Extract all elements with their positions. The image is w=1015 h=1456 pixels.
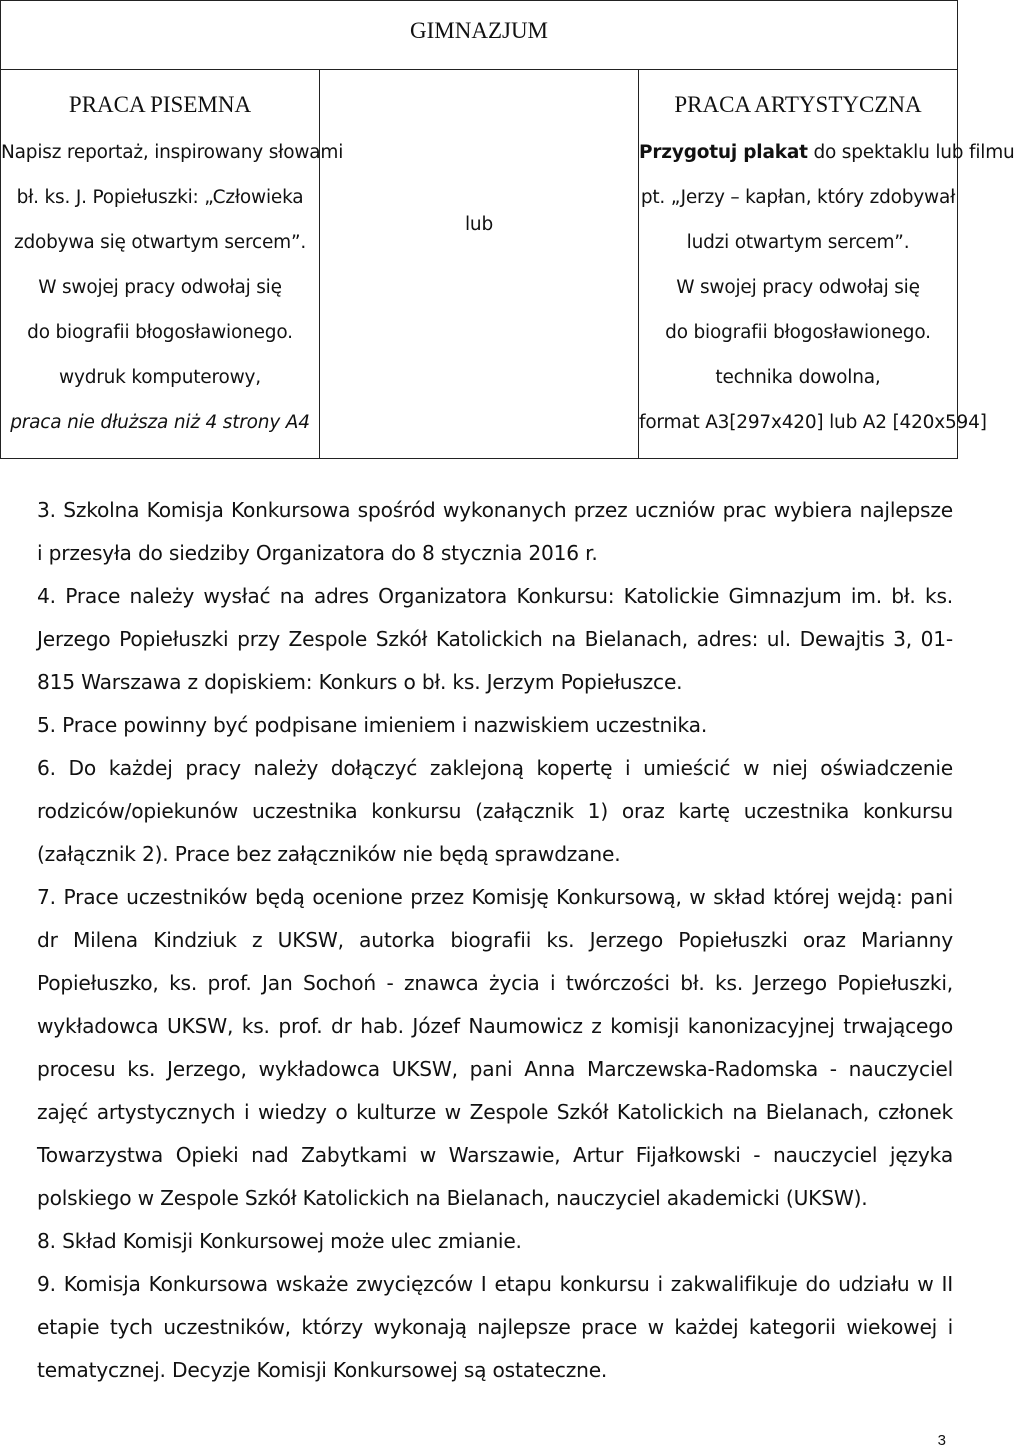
art-line-1-bold: Przygotuj plakat xyxy=(639,142,808,163)
rule-5: 5. Prace powinny być podpisane imieniem i nazwiskiem uczestnika. xyxy=(37,713,708,737)
art-line-5: do biografii błogosławionego. xyxy=(665,322,931,343)
art-line-3: ludzi otwartym sercem”. xyxy=(686,232,910,253)
written-line-2: bł. ks. J. Popiełuszki: „Człowieka xyxy=(16,187,304,208)
art-line-2: pt. „Jerzy – kapłan, który zdobywał xyxy=(640,187,956,208)
competition-table xyxy=(0,0,1015,459)
written-line-4: W swojej pracy odwołaj się xyxy=(38,277,282,298)
written-work-cell xyxy=(1,70,344,459)
page-number: 3 xyxy=(937,1432,946,1449)
written-work-heading: PRACA PISEMNA xyxy=(68,92,252,117)
written-line-7: praca nie dłuższa niż 4 strony A4 xyxy=(10,412,310,433)
art-line-7: format A3[297x420] lub A2 [420x594] xyxy=(639,412,987,433)
written-line-3: zdobywa się otwartym sercem”. xyxy=(13,232,307,253)
rule-3: 3. Szkolna Komisja Konkursowa spośród wykonanych przez uczniów prac wybiera najlepsze i przesyła do siedziby Organizatora do 8 stycznia 2016 r. xyxy=(37,498,953,565)
art-line-1 xyxy=(639,130,1015,175)
written-line-6: wydruk komputerowy, xyxy=(59,367,261,388)
art-line-4: W swojej pracy odwołaj się xyxy=(676,277,920,298)
art-line-6: technika dowolna, xyxy=(715,367,881,388)
rule-9: 9. Komisja Konkursowa wskaże zwycięzców I etapu konkursu i zakwalifikuje do udziału w II etapie tych uczestników, którzy wykonają najlepsze prace w każdej kategorii wiekowej i tematycznej. Decyzje Komisji Konkursowej są ostateczne. xyxy=(37,1272,953,1382)
table-title: GIMNAZJUM xyxy=(410,18,548,43)
written-line-1: Napisz reportaż, inspirowany słowami xyxy=(1,142,344,163)
rule-8: 8. Skład Komisji Konkursowej może ulec zmianie. xyxy=(37,1229,522,1253)
art-work-cell xyxy=(639,70,1015,459)
rules-section xyxy=(37,489,953,1392)
table-title-cell xyxy=(1,1,958,70)
art-work-heading: PRACA ARTYSTYCZNA xyxy=(674,92,922,117)
rule-7: 7. Prace uczestników będą ocenione przez Komisję Konkursową, w skład której wejdą: pani dr Milena Kindziuk z UKSW, autorka biografii ks. Jerzego Popiełuszki oraz Marianny Popiełuszko, ks. prof. Jan Sochoń - znawca życia i twórczości bł. ks. Jerzego Popiełuszki, wykładowca UKSW, ks. prof. dr hab. Józef Naumowicz z komisji kanonizacyjnej trwającego procesu ks. Jerzego, wykładowca UKSW, pani Anna Marczewska-Radomska - nauczyciel zajęć artystycznych i wiedzy o kulturze w Zespole Szkół Katolickich na Bielanach, członek Towarzystwa Opieki nad Zabytkami w Warszawie, Artur Fijałkowski - nauczyciel języka polskiego w Zespole Szkół Katolickich na Bielanach, nauczyciel akademicki (UKSW). xyxy=(37,885,953,1210)
written-line-5: do biografii błogosławionego. xyxy=(27,322,293,343)
art-line-1-rest: do spektaklu lub filmu xyxy=(807,142,1015,163)
rule-4: 4. Prace należy wysłać na adres Organizatora Konkursu: Katolickie Gimnazjum im. bł. ks. Jerzego Popiełuszki przy Zespole Szkół Katolickich na Bielanach, adres: ul. Dewajtis 3, 01-815 Warszawa z dopiskiem: Konkurs o bł. ks. Jerzym Popiełuszce. xyxy=(37,584,953,694)
rule-6: 6. Do każdej pracy należy dołączyć zaklejoną kopertę i umieścić w niej oświadczenie rodziców/opiekunów uczestnika konkursu (załącznik 1) oraz kartę uczestnika konkursu (załącznik 2). Prace bez załączników nie będą sprawdzane. xyxy=(37,756,953,866)
or-label: lub xyxy=(464,214,493,235)
or-cell xyxy=(320,70,639,459)
